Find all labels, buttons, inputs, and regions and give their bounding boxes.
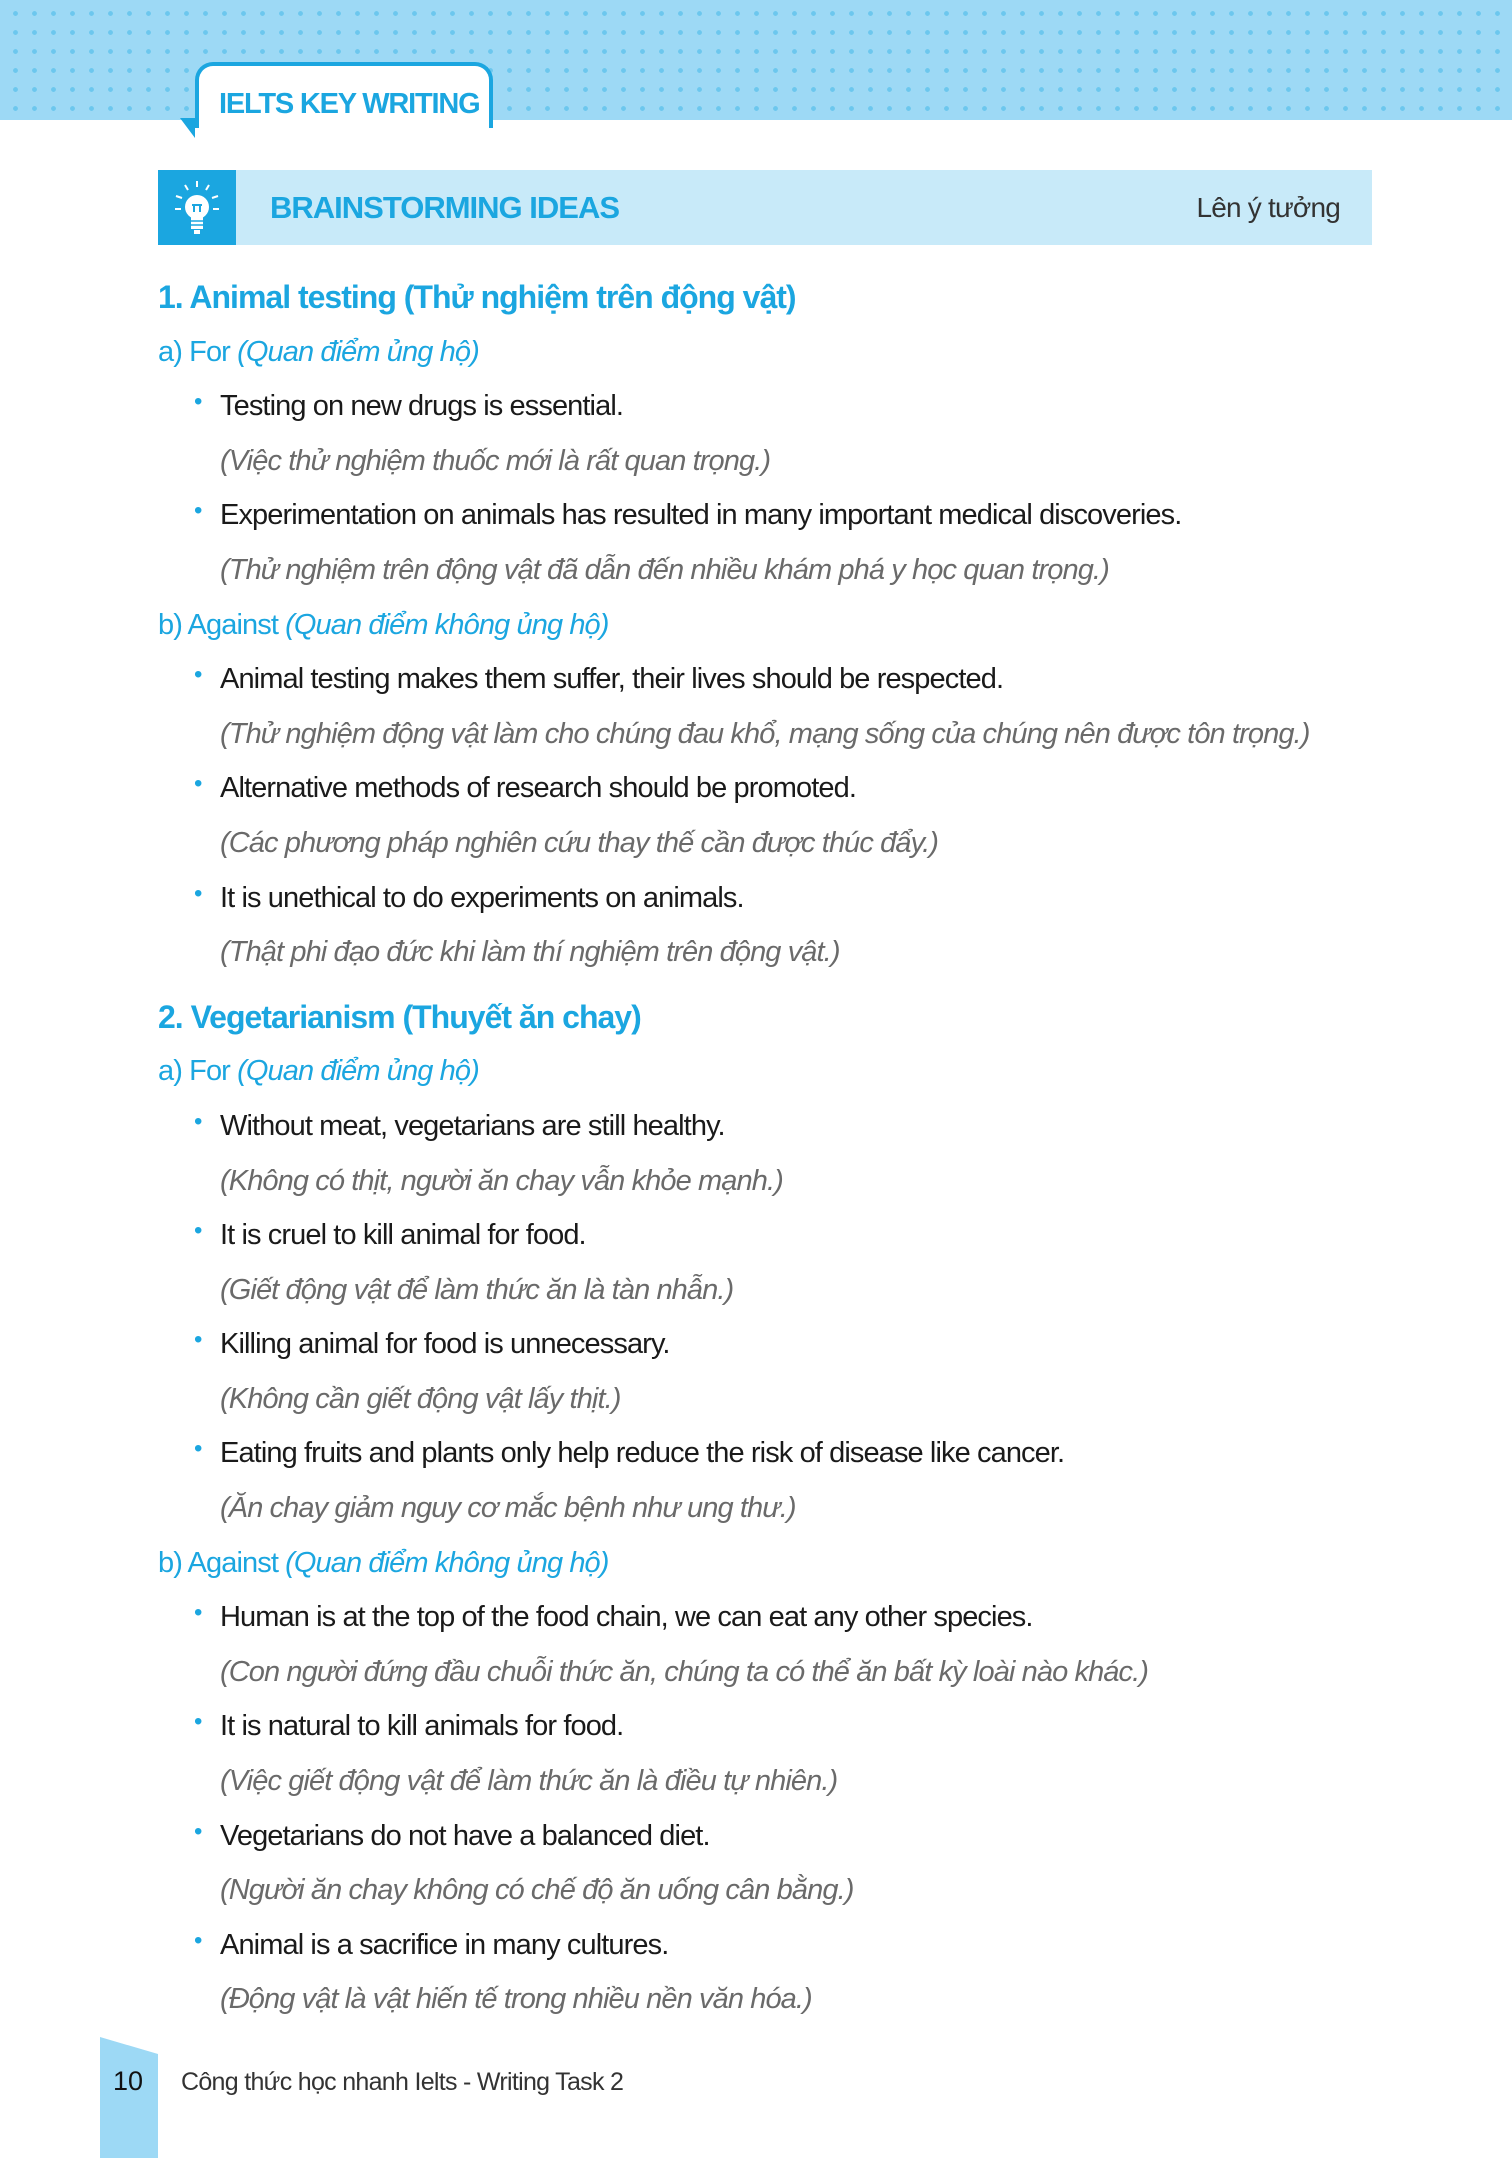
idea-text-en: It is unethical to do experiments on animals. xyxy=(220,881,744,914)
idea-text-en: Killing animal for food is unnecessary. xyxy=(220,1328,670,1361)
idea-text-en: Human is at the top of the food chain, we can eat any other species. xyxy=(220,1601,1033,1634)
idea-item xyxy=(158,1317,1408,1372)
bullet-icon: • xyxy=(194,388,202,416)
stance-heading xyxy=(158,1044,1408,1099)
book-title: Công thức học nhanh Ielts - Writing Task 2 xyxy=(181,2068,624,2096)
idea-translation-vi: (Không cần giết động vật lấy thịt.) xyxy=(220,1382,621,1415)
idea-translation-vi: (Thử nghiệm trên động vật đã dẫn đến nhiều khám phá y học quan trọng.) xyxy=(220,553,1109,586)
topic-heading: 2. Vegetarianism (Thuyết ăn chay) xyxy=(158,998,641,1035)
idea-item xyxy=(158,1590,1408,1645)
idea-text-en: Eating fruits and plants only help reduce the risk of disease like cancer. xyxy=(220,1437,1065,1470)
idea-translation-vi: (Việc giết động vật để làm thức ăn là điều tự nhiên.) xyxy=(220,1765,838,1798)
idea-item xyxy=(158,1426,1408,1481)
idea-item xyxy=(158,1099,1408,1154)
bullet-icon: • xyxy=(194,1326,202,1354)
page-number: 10 xyxy=(113,2066,144,2096)
idea-text-en: Experimentation on animals has resulted in many important medical discoveries. xyxy=(220,499,1182,532)
idea-item xyxy=(158,761,1408,816)
idea-item xyxy=(158,488,1408,543)
idea-translation-vi: (Thật phi đạo đức khi làm thí nghiệm trên động vật.) xyxy=(220,936,840,969)
idea-translation-vi: (Người ăn chay không có chế độ ăn uống cân bằng.) xyxy=(220,1874,854,1907)
page-number-stripe xyxy=(100,2037,158,2158)
stance-label-vi: (Quan điểm ủng hộ) xyxy=(237,1055,479,1088)
header-tab-label: IELTS KEY WRITING xyxy=(219,88,480,120)
idea-item xyxy=(158,1809,1408,1864)
brainstorm-content xyxy=(158,270,1408,2027)
idea-text-en: Animal testing makes them suffer, their lives should be respected. xyxy=(220,663,1004,696)
idea-item xyxy=(158,1208,1408,1263)
stance-label-vi: (Quan điểm không ủng hộ) xyxy=(285,608,609,641)
bullet-icon: • xyxy=(194,1107,202,1135)
stance-heading xyxy=(158,598,1408,653)
topic-heading: 1. Animal testing (Thử nghiệm trên động vật) xyxy=(158,279,796,315)
header-tab xyxy=(195,62,493,128)
bullet-icon: • xyxy=(194,1435,202,1463)
idea-text-en: Testing on new drugs is essential. xyxy=(220,390,624,423)
section-subtitle: Lên ý tưởng xyxy=(1196,192,1340,223)
idea-item xyxy=(158,1699,1408,1754)
idea-translation-vi: (Con người đứng đầu chuỗi thức ăn, chúng ta có thể ăn bất kỳ loài nào khác.) xyxy=(220,1655,1149,1688)
section-title: BRAINSTORMING IDEAS xyxy=(270,190,620,225)
stance-label-vi: (Quan điểm ủng hộ) xyxy=(237,335,479,368)
idea-text-en: It is cruel to kill animal for food. xyxy=(220,1219,586,1252)
bullet-icon: • xyxy=(194,879,202,907)
bullet-icon: • xyxy=(194,1599,202,1627)
lightbulb-icon xyxy=(158,170,236,245)
stance-label: b) Against xyxy=(158,1546,286,1579)
idea-item xyxy=(158,379,1408,434)
stance-heading xyxy=(158,1536,1408,1591)
stance-label: b) Against xyxy=(158,608,286,641)
idea-item xyxy=(158,1918,1408,1973)
idea-translation-vi: (Không có thịt, người ăn chay vẫn khỏe mạnh.) xyxy=(220,1164,783,1197)
idea-item xyxy=(158,871,1408,926)
stance-label: a) For xyxy=(158,335,238,368)
bullet-icon: • xyxy=(194,770,202,798)
idea-text-en: Alternative methods of research should be promoted. xyxy=(220,772,856,805)
idea-translation-vi: (Giết động vật để làm thức ăn là tàn nhẫn.) xyxy=(220,1273,734,1306)
bullet-icon: • xyxy=(194,1217,202,1245)
tab-notch xyxy=(180,118,195,138)
idea-translation-vi: (Động vật là vật hiến tế trong nhiều nền văn hóa.) xyxy=(220,1983,812,2016)
bullet-icon: • xyxy=(194,1817,202,1845)
bullet-icon: • xyxy=(194,497,202,525)
idea-item xyxy=(158,652,1408,707)
idea-translation-vi: (Các phương pháp nghiên cứu thay thế cần được thúc đẩy.) xyxy=(220,826,938,859)
stance-heading xyxy=(158,325,1408,380)
idea-translation-vi: (Việc thử nghiệm thuốc mới là rất quan trọng.) xyxy=(220,444,771,477)
bullet-icon: • xyxy=(194,1926,202,1954)
idea-text-en: Vegetarians do not have a balanced diet. xyxy=(220,1819,710,1852)
idea-text-en: Animal is a sacrifice in many cultures. xyxy=(220,1928,669,1961)
idea-text-en: Without meat, vegetarians are still healthy. xyxy=(220,1109,725,1142)
idea-text-en: It is natural to kill animals for food. xyxy=(220,1710,624,1743)
stance-label: a) For xyxy=(158,1055,238,1088)
bullet-icon: • xyxy=(194,1708,202,1736)
idea-translation-vi: (Ăn chay giảm nguy cơ mắc bệnh như ung thư.) xyxy=(220,1492,796,1525)
section-header-bar xyxy=(158,170,1372,245)
bullet-icon: • xyxy=(194,661,202,689)
idea-translation-vi: (Thử nghiệm động vật làm cho chúng đau khổ, mạng sống của chúng nên được tôn trọng.) xyxy=(220,717,1310,750)
stance-label-vi: (Quan điểm không ủng hộ) xyxy=(285,1546,609,1579)
